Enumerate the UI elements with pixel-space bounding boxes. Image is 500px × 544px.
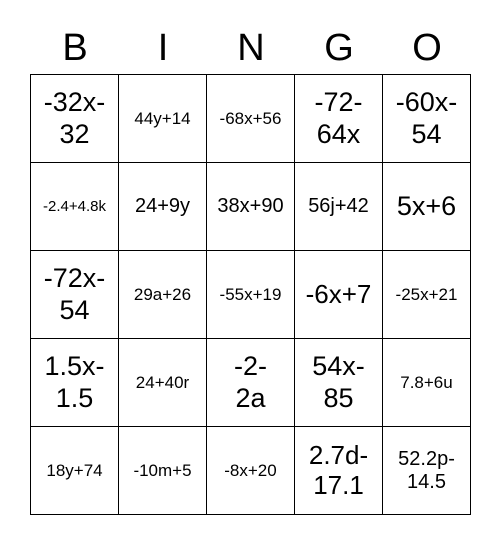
bingo-cell: 56j+42 xyxy=(295,163,383,251)
header-letter-g: G xyxy=(324,27,354,69)
header-letter-b: B xyxy=(62,27,88,69)
bingo-cell: 29a+26 xyxy=(119,251,207,339)
bingo-cell: 24+40r xyxy=(119,339,207,427)
header-letter-n: N xyxy=(237,27,265,69)
bingo-cell: -2- 2a xyxy=(207,339,295,427)
bingo-cell: 38x+90 xyxy=(207,163,295,251)
bingo-cell: 7.8+6u xyxy=(383,339,471,427)
bingo-cell: -6x+7 xyxy=(295,251,383,339)
bingo-cell: -60x- 54 xyxy=(383,75,471,163)
header-letter-i: I xyxy=(157,27,169,69)
bingo-cell: -55x+19 xyxy=(207,251,295,339)
bingo-grid xyxy=(30,74,471,515)
bingo-cell: -8x+20 xyxy=(207,427,295,515)
bingo-cell: 18y+74 xyxy=(31,427,119,515)
bingo-cell: -72x- 54 xyxy=(31,251,119,339)
bingo-cell: 52.2p- 14.5 xyxy=(383,427,471,515)
bingo-cell: 24+9y xyxy=(119,163,207,251)
bingo-cell: 44y+14 xyxy=(119,75,207,163)
bingo-header xyxy=(31,22,471,74)
bingo-cell: -2.4+4.8k xyxy=(31,163,119,251)
bingo-cell: -68x+56 xyxy=(207,75,295,163)
bingo-cell: 1.5x- 1.5 xyxy=(31,339,119,427)
bingo-cell: 54x- 85 xyxy=(295,339,383,427)
bingo-cell: -10m+5 xyxy=(119,427,207,515)
bingo-cell: 2.7d- 17.1 xyxy=(295,427,383,515)
bingo-cell: 5x+6 xyxy=(383,163,471,251)
header-letter-o: O xyxy=(412,27,442,69)
bingo-cell: -32x- 32 xyxy=(31,75,119,163)
bingo-cell: -72- 64x xyxy=(295,75,383,163)
bingo-cell: -25x+21 xyxy=(383,251,471,339)
